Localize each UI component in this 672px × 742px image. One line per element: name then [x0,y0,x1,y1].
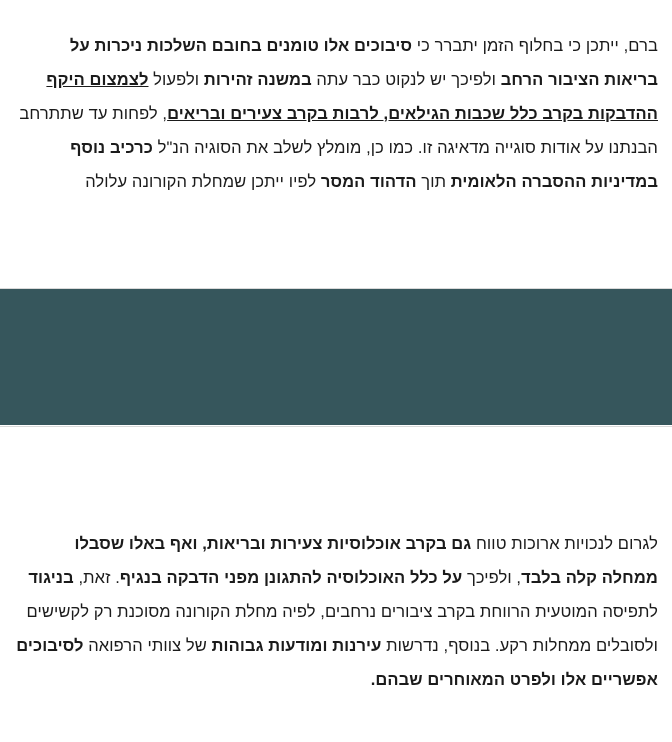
text-run: הדהוד המסר [320,172,417,191]
text-run: סיבוכים אלו טומנים בחובם השלכות ניכרות על בריאות הציבור הרחב [69,36,658,89]
top-paragraph [0,29,672,199]
text-run: לסיבוכים אפשריים אלו ולפרט המאוחרים שבהם. [16,636,658,689]
text-run: בניגוד [28,568,74,587]
banner-bottom-divider [0,426,672,427]
text-run: במשנה זהירות [203,70,312,89]
text-run: לתפיסה המוטעית הרווחת בקרב ציבורים נרחבים, לפיה מחלת הקורונה מסוכנת רק לקשישים ולסובלים ממחלות רקע. בנוסף, נדרשות [26,602,658,655]
text-run: , לפחות עד שתתרחב הבנתנו על אודות סוגייה מדאיגה זו. כמו כן, מומלץ לשלב את הסוגיה הנ"ל [19,104,658,157]
dark-teal-banner-strip [0,289,672,425]
banner-inner [0,289,672,425]
text-run: גם בקרב אוכלוסיות צעירות ובריאות, ואף באלו שסבלו ממחלה קלה בלבד [74,534,658,587]
text-run: ולפיכך יש לנקוט כבר עתה [311,70,501,89]
text-run: של צוותי הרפואה [83,636,212,655]
text-run: לצמצום היקף ההדבקות בקרב כלל שכבות הגילאים, לרבות בקרב צעירים ובריאים [46,70,658,123]
bottom-paragraph [0,527,672,697]
text-run: עירנות ומודעות גבוהות [211,636,382,655]
text-run: ולפעול [148,70,204,89]
text-run: תוך [416,172,451,191]
text-run: , ולפיכך [462,568,522,587]
text-run: . זאת, [73,568,120,587]
text-run: כרכיב נוסף במדיניות ההסברה הלאומית [70,138,658,191]
text-run: ברם, ייתכן כי בחלוף הזמן יתברר כי [412,36,658,55]
text-run: על כלל האוכלוסיה להתגונן מפני הדבקה בנגיף [119,568,463,587]
text-run: לפיו ייתכן שמחלת הקורונה עלולה [85,172,321,191]
text-run: לגרום לנכויות ארוכות טווח [471,534,658,553]
